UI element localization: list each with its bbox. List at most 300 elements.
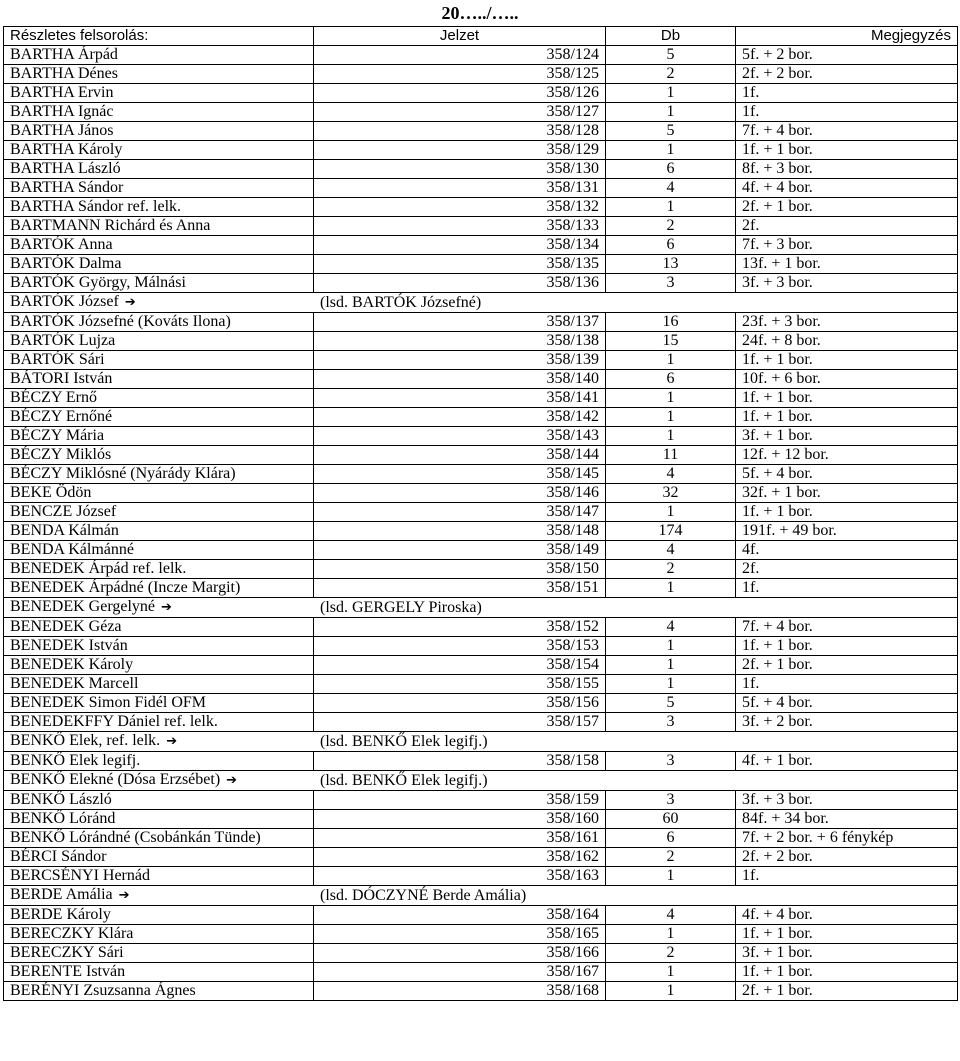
cross-reference-text: (lsd. DÓCZYNÉ Berde Amália) bbox=[320, 886, 527, 904]
person-name: BENEDEK Simon Fidél OFM bbox=[10, 694, 207, 711]
jelzet-cell: 358/139 bbox=[314, 351, 606, 370]
jelzet-cell: 358/140 bbox=[314, 370, 606, 389]
jelzet-cell: 358/138 bbox=[314, 332, 606, 351]
jelzet-cell: 358/141 bbox=[314, 389, 606, 408]
name-cell bbox=[4, 46, 314, 65]
person-name: BARTÓK Józsefné (Kováts Ilona) bbox=[10, 313, 231, 330]
db-cell: 4 bbox=[606, 541, 736, 560]
jelzet-cell: 358/124 bbox=[314, 46, 606, 65]
db-cell: 1 bbox=[606, 656, 736, 675]
person-name: BENEDEK Árpádné (Incze Margit) bbox=[10, 579, 241, 596]
megjegyzes-cell: 7f. + 4 bor. bbox=[736, 122, 958, 141]
person-name: BENEDEK Árpád ref. lelk. bbox=[10, 560, 187, 577]
table-row bbox=[4, 46, 958, 65]
person-name: BÉCZY Ernőné bbox=[10, 408, 113, 425]
name-cell bbox=[4, 293, 314, 313]
db-cell: 4 bbox=[606, 618, 736, 637]
name-cell bbox=[4, 351, 314, 370]
name-cell bbox=[4, 618, 314, 637]
person-name: BENKŐ Elek, ref. lelk. bbox=[10, 732, 161, 749]
table-row bbox=[4, 732, 958, 752]
megjegyzes-cell: 2f. + 1 bor. bbox=[736, 656, 958, 675]
table-row bbox=[4, 503, 958, 522]
megjegyzes-cell: 5f. + 2 bor. bbox=[736, 46, 958, 65]
table-row bbox=[4, 351, 958, 370]
person-name: BARTÓK József bbox=[10, 293, 119, 310]
name-cell bbox=[4, 732, 314, 752]
megjegyzes-cell: 3f. + 1 bor. bbox=[736, 427, 958, 446]
table-row bbox=[4, 791, 958, 810]
db-cell: 13 bbox=[606, 255, 736, 274]
person-name: BARTHA Ervin bbox=[10, 84, 114, 101]
db-cell: 3 bbox=[606, 752, 736, 771]
cross-reference-text: (lsd. BENKŐ Elek legifj.) bbox=[320, 732, 488, 750]
jelzet-cell: 358/144 bbox=[314, 446, 606, 465]
jelzet-cell: 358/143 bbox=[314, 427, 606, 446]
column-header-jelzet: Jelzet bbox=[314, 27, 606, 46]
person-name: BARTÓK György, Málnási bbox=[10, 274, 186, 291]
megjegyzes-cell: 1f. + 1 bor. bbox=[736, 141, 958, 160]
name-cell bbox=[4, 637, 314, 656]
name-cell bbox=[4, 332, 314, 351]
cross-reference-cell bbox=[314, 886, 958, 906]
table-row bbox=[4, 84, 958, 103]
db-cell: 4 bbox=[606, 906, 736, 925]
person-name: BERDE Amália bbox=[10, 886, 113, 903]
name-cell bbox=[4, 522, 314, 541]
jelzet-cell: 358/152 bbox=[314, 618, 606, 637]
megjegyzes-cell: 1f. + 1 bor. bbox=[736, 408, 958, 427]
megjegyzes-cell: 2f. bbox=[736, 560, 958, 579]
person-name: BENEDEKFFY Dániel ref. lelk. bbox=[10, 713, 218, 730]
db-cell: 6 bbox=[606, 236, 736, 255]
name-cell bbox=[4, 179, 314, 198]
megjegyzes-cell: 1f. bbox=[736, 675, 958, 694]
megjegyzes-cell: 7f. + 3 bor. bbox=[736, 236, 958, 255]
name-cell bbox=[4, 255, 314, 274]
person-name: BÉCZY Mária bbox=[10, 427, 105, 444]
megjegyzes-cell: 4f. + 4 bor. bbox=[736, 906, 958, 925]
name-cell bbox=[4, 408, 314, 427]
table-row bbox=[4, 598, 958, 618]
db-cell: 1 bbox=[606, 675, 736, 694]
jelzet-cell: 358/132 bbox=[314, 198, 606, 217]
person-name: BARTÓK Anna bbox=[10, 236, 113, 253]
name-cell bbox=[4, 217, 314, 236]
person-name: BERECZKY Sári bbox=[10, 944, 124, 961]
megjegyzes-cell: 1f. bbox=[736, 579, 958, 598]
table-row bbox=[4, 122, 958, 141]
person-name: BERENTE István bbox=[10, 963, 126, 980]
person-name: BEKE Ödön bbox=[10, 484, 92, 501]
table-row bbox=[4, 848, 958, 867]
column-header-megjegyzes: Megjegyzés bbox=[736, 27, 958, 46]
cross-reference-text: (lsd. GERGELY Piroska) bbox=[320, 598, 482, 616]
person-name: BÉCZY Miklós bbox=[10, 446, 112, 463]
person-name: BARTHA Sándor bbox=[10, 179, 124, 196]
jelzet-cell: 358/147 bbox=[314, 503, 606, 522]
megjegyzes-cell: 2f. + 1 bor. bbox=[736, 982, 958, 1001]
db-cell: 6 bbox=[606, 829, 736, 848]
table-row bbox=[4, 810, 958, 829]
jelzet-cell: 358/161 bbox=[314, 829, 606, 848]
megjegyzes-cell: 1f. + 1 bor. bbox=[736, 963, 958, 982]
person-name: BENDA Kálmánné bbox=[10, 541, 134, 558]
table-row bbox=[4, 579, 958, 598]
name-cell bbox=[4, 141, 314, 160]
table-row bbox=[4, 925, 958, 944]
megjegyzes-cell: 23f. + 3 bor. bbox=[736, 313, 958, 332]
megjegyzes-cell: 1f. + 1 bor. bbox=[736, 503, 958, 522]
cross-reference-text: (lsd. BARTÓK Józsefné) bbox=[320, 293, 482, 311]
person-name: BERÉNYI Zsuzsanna Ágnes bbox=[10, 982, 196, 999]
db-cell: 1 bbox=[606, 982, 736, 1001]
table-row bbox=[4, 427, 958, 446]
db-cell: 4 bbox=[606, 465, 736, 484]
table-row bbox=[4, 560, 958, 579]
megjegyzes-cell: 4f. + 1 bor. bbox=[736, 752, 958, 771]
person-name: BENKŐ Elek legifj. bbox=[10, 752, 141, 769]
megjegyzes-cell: 5f. + 4 bor. bbox=[736, 465, 958, 484]
table-row bbox=[4, 484, 958, 503]
cross-reference-text: (lsd. BENKŐ Elek legifj.) bbox=[320, 771, 488, 789]
db-cell: 1 bbox=[606, 141, 736, 160]
cross-reference-cell bbox=[314, 732, 958, 752]
table-row bbox=[4, 389, 958, 408]
table-row bbox=[4, 713, 958, 732]
db-cell: 1 bbox=[606, 637, 736, 656]
megjegyzes-cell: 191f. + 49 bor. bbox=[736, 522, 958, 541]
db-cell: 3 bbox=[606, 791, 736, 810]
jelzet-cell: 358/127 bbox=[314, 103, 606, 122]
table-row bbox=[4, 408, 958, 427]
person-name: BARTHA János bbox=[10, 122, 114, 139]
cross-reference-cell bbox=[314, 771, 958, 791]
jelzet-cell: 358/156 bbox=[314, 694, 606, 713]
table-row bbox=[4, 867, 958, 886]
table-row bbox=[4, 160, 958, 179]
name-cell bbox=[4, 694, 314, 713]
table-row bbox=[4, 255, 958, 274]
megjegyzes-cell: 10f. + 6 bor. bbox=[736, 370, 958, 389]
name-cell bbox=[4, 810, 314, 829]
jelzet-cell: 358/126 bbox=[314, 84, 606, 103]
person-name: BÉCZY Ernő bbox=[10, 389, 97, 406]
column-header-db: Db bbox=[606, 27, 736, 46]
name-cell bbox=[4, 427, 314, 446]
person-name: BENEDEK Géza bbox=[10, 618, 122, 635]
db-cell: 1 bbox=[606, 198, 736, 217]
table-row bbox=[4, 236, 958, 255]
megjegyzes-cell: 1f. bbox=[736, 103, 958, 122]
db-cell: 6 bbox=[606, 370, 736, 389]
jelzet-cell: 358/142 bbox=[314, 408, 606, 427]
person-name: BERCSÉNYI Hernád bbox=[10, 867, 150, 884]
cross-reference-cell bbox=[314, 293, 958, 313]
megjegyzes-cell: 2f. bbox=[736, 217, 958, 236]
arrow-right-icon: ➔ bbox=[161, 600, 172, 615]
name-cell bbox=[4, 484, 314, 503]
megjegyzes-cell: 5f. + 4 bor. bbox=[736, 694, 958, 713]
name-cell bbox=[4, 791, 314, 810]
table-row bbox=[4, 656, 958, 675]
person-name: BARTÓK Sári bbox=[10, 351, 105, 368]
jelzet-cell: 358/157 bbox=[314, 713, 606, 732]
person-name: BENKŐ Elekné (Dósa Erzsébet) bbox=[10, 771, 221, 788]
jelzet-cell: 358/145 bbox=[314, 465, 606, 484]
table-row bbox=[4, 829, 958, 848]
table-row bbox=[4, 675, 958, 694]
table-row bbox=[4, 886, 958, 906]
jelzet-cell: 358/133 bbox=[314, 217, 606, 236]
table-row bbox=[4, 179, 958, 198]
db-cell: 2 bbox=[606, 217, 736, 236]
megjegyzes-cell: 3f. + 3 bor. bbox=[736, 791, 958, 810]
db-cell: 1 bbox=[606, 925, 736, 944]
person-name: BARTHA Ignác bbox=[10, 103, 114, 120]
name-cell bbox=[4, 503, 314, 522]
db-cell: 11 bbox=[606, 446, 736, 465]
name-cell bbox=[4, 389, 314, 408]
table-body bbox=[4, 46, 958, 1001]
table-row bbox=[4, 541, 958, 560]
table-row bbox=[4, 618, 958, 637]
megjegyzes-cell: 3f. + 2 bor. bbox=[736, 713, 958, 732]
name-cell bbox=[4, 598, 314, 618]
person-name: BARTHA László bbox=[10, 160, 121, 177]
name-cell bbox=[4, 963, 314, 982]
jelzet-cell: 358/135 bbox=[314, 255, 606, 274]
column-header-name: Részletes felsorolás: bbox=[4, 27, 314, 46]
megjegyzes-cell: 12f. + 12 bor. bbox=[736, 446, 958, 465]
person-name: BENKŐ Lórándné (Csobánkán Tünde) bbox=[10, 829, 261, 846]
megjegyzes-cell: 3f. + 3 bor. bbox=[736, 274, 958, 293]
name-cell bbox=[4, 198, 314, 217]
jelzet-cell: 358/153 bbox=[314, 637, 606, 656]
name-cell bbox=[4, 160, 314, 179]
person-name: BENEDEK István bbox=[10, 637, 128, 654]
megjegyzes-cell: 84f. + 34 bor. bbox=[736, 810, 958, 829]
megjegyzes-cell: 7f. + 4 bor. bbox=[736, 618, 958, 637]
db-cell: 16 bbox=[606, 313, 736, 332]
person-name: BENCZE József bbox=[10, 503, 117, 520]
megjegyzes-cell: 4f. + 4 bor. bbox=[736, 179, 958, 198]
db-cell: 1 bbox=[606, 408, 736, 427]
arrow-right-icon: ➔ bbox=[124, 295, 136, 310]
name-cell bbox=[4, 848, 314, 867]
megjegyzes-cell: 13f. + 1 bor. bbox=[736, 255, 958, 274]
person-name: BÉRCI Sándor bbox=[10, 848, 107, 865]
table-row bbox=[4, 963, 958, 982]
name-cell bbox=[4, 713, 314, 732]
person-name: BENEDEK Gergelyné bbox=[10, 598, 155, 615]
db-cell: 1 bbox=[606, 351, 736, 370]
cross-reference-cell bbox=[314, 598, 958, 618]
jelzet-cell: 358/160 bbox=[314, 810, 606, 829]
person-name: BENKŐ Lóránd bbox=[10, 810, 116, 827]
table-row bbox=[4, 198, 958, 217]
name-cell bbox=[4, 886, 314, 906]
table-row bbox=[4, 522, 958, 541]
jelzet-cell: 358/168 bbox=[314, 982, 606, 1001]
megjegyzes-cell: 1f. bbox=[736, 84, 958, 103]
name-cell bbox=[4, 370, 314, 389]
table-row bbox=[4, 293, 958, 313]
table-row bbox=[4, 141, 958, 160]
name-cell bbox=[4, 867, 314, 886]
jelzet-cell: 358/149 bbox=[314, 541, 606, 560]
person-name: BARTMANN Richárd és Anna bbox=[10, 217, 211, 234]
name-cell bbox=[4, 465, 314, 484]
jelzet-cell: 358/158 bbox=[314, 752, 606, 771]
date-header: 20…../….. bbox=[441, 3, 519, 23]
person-name: BERDE Károly bbox=[10, 906, 111, 923]
person-name: BENEDEK Károly bbox=[10, 656, 134, 673]
db-cell: 5 bbox=[606, 46, 736, 65]
name-cell bbox=[4, 925, 314, 944]
name-cell bbox=[4, 579, 314, 598]
table-row bbox=[4, 65, 958, 84]
jelzet-cell: 358/150 bbox=[314, 560, 606, 579]
jelzet-cell: 358/134 bbox=[314, 236, 606, 255]
megjegyzes-cell: 7f. + 2 bor. + 6 fénykép bbox=[736, 829, 958, 848]
db-cell: 4 bbox=[606, 179, 736, 198]
db-cell: 2 bbox=[606, 65, 736, 84]
megjegyzes-cell: 4f. bbox=[736, 541, 958, 560]
person-name: BARTHA Sándor ref. lelk. bbox=[10, 198, 182, 215]
person-name: BÉCZY Miklósné (Nyárády Klára) bbox=[10, 465, 236, 482]
db-cell: 1 bbox=[606, 427, 736, 446]
table-row bbox=[4, 694, 958, 713]
jelzet-cell: 358/131 bbox=[314, 179, 606, 198]
jelzet-cell: 358/146 bbox=[314, 484, 606, 503]
table-row bbox=[4, 771, 958, 791]
jelzet-cell: 358/148 bbox=[314, 522, 606, 541]
table-row bbox=[4, 465, 958, 484]
db-cell: 1 bbox=[606, 963, 736, 982]
db-cell: 5 bbox=[606, 122, 736, 141]
name-cell bbox=[4, 829, 314, 848]
person-name: BARTHA Dénes bbox=[10, 65, 118, 82]
megjegyzes-cell: 1f. + 1 bor. bbox=[736, 925, 958, 944]
jelzet-cell: 358/155 bbox=[314, 675, 606, 694]
jelzet-cell: 358/128 bbox=[314, 122, 606, 141]
db-cell: 1 bbox=[606, 84, 736, 103]
header-row bbox=[4, 27, 958, 46]
arrow-right-icon: ➔ bbox=[166, 734, 178, 749]
jelzet-cell: 358/166 bbox=[314, 944, 606, 963]
name-cell bbox=[4, 313, 314, 332]
name-cell bbox=[4, 103, 314, 122]
jelzet-cell: 358/130 bbox=[314, 160, 606, 179]
name-cell bbox=[4, 446, 314, 465]
name-cell bbox=[4, 84, 314, 103]
inventory-table bbox=[3, 26, 958, 1001]
db-cell: 1 bbox=[606, 503, 736, 522]
db-cell: 1 bbox=[606, 389, 736, 408]
db-cell: 1 bbox=[606, 867, 736, 886]
jelzet-cell: 358/165 bbox=[314, 925, 606, 944]
megjegyzes-cell: 1f. + 1 bor. bbox=[736, 389, 958, 408]
jelzet-cell: 358/164 bbox=[314, 906, 606, 925]
table-row bbox=[4, 370, 958, 389]
table-row bbox=[4, 274, 958, 293]
arrow-right-icon: ➔ bbox=[118, 888, 130, 903]
name-cell bbox=[4, 541, 314, 560]
person-name: BÁTORI István bbox=[10, 370, 113, 387]
db-cell: 1 bbox=[606, 103, 736, 122]
megjegyzes-cell: 1f. bbox=[736, 867, 958, 886]
db-cell: 2 bbox=[606, 944, 736, 963]
megjegyzes-cell: 2f. + 2 bor. bbox=[736, 65, 958, 84]
person-name: BARTHA Károly bbox=[10, 141, 123, 158]
db-cell: 15 bbox=[606, 332, 736, 351]
name-cell bbox=[4, 906, 314, 925]
name-cell bbox=[4, 752, 314, 771]
db-cell: 32 bbox=[606, 484, 736, 503]
person-name: BENKŐ László bbox=[10, 791, 112, 808]
table-row bbox=[4, 944, 958, 963]
arrow-right-icon: ➔ bbox=[226, 773, 238, 788]
jelzet-cell: 358/162 bbox=[314, 848, 606, 867]
table-row bbox=[4, 103, 958, 122]
megjegyzes-cell: 1f. + 1 bor. bbox=[736, 637, 958, 656]
name-cell bbox=[4, 656, 314, 675]
db-cell: 2 bbox=[606, 560, 736, 579]
db-cell: 5 bbox=[606, 694, 736, 713]
megjegyzes-cell: 24f. + 8 bor. bbox=[736, 332, 958, 351]
person-name: BARTÓK Lujza bbox=[10, 332, 116, 349]
db-cell: 60 bbox=[606, 810, 736, 829]
db-cell: 2 bbox=[606, 848, 736, 867]
megjegyzes-cell: 32f. + 1 bor. bbox=[736, 484, 958, 503]
jelzet-cell: 358/154 bbox=[314, 656, 606, 675]
megjegyzes-cell: 2f. + 1 bor. bbox=[736, 198, 958, 217]
name-cell bbox=[4, 560, 314, 579]
person-name: BENDA Kálmán bbox=[10, 522, 119, 539]
db-cell: 6 bbox=[606, 160, 736, 179]
jelzet-cell: 358/167 bbox=[314, 963, 606, 982]
jelzet-cell: 358/129 bbox=[314, 141, 606, 160]
person-name: BERECZKY Klára bbox=[10, 925, 134, 942]
jelzet-cell: 358/136 bbox=[314, 274, 606, 293]
name-cell bbox=[4, 236, 314, 255]
jelzet-cell: 358/151 bbox=[314, 579, 606, 598]
megjegyzes-cell: 3f. + 1 bor. bbox=[736, 944, 958, 963]
table-row bbox=[4, 446, 958, 465]
jelzet-cell: 358/163 bbox=[314, 867, 606, 886]
megjegyzes-cell: 1f. + 1 bor. bbox=[736, 351, 958, 370]
table-row bbox=[4, 982, 958, 1001]
name-cell bbox=[4, 65, 314, 84]
person-name: BENEDEK Marcell bbox=[10, 675, 139, 692]
db-cell: 3 bbox=[606, 274, 736, 293]
table-row bbox=[4, 313, 958, 332]
table-row bbox=[4, 217, 958, 236]
name-cell bbox=[4, 982, 314, 1001]
table-row bbox=[4, 637, 958, 656]
table-row bbox=[4, 332, 958, 351]
table-row bbox=[4, 906, 958, 925]
db-cell: 1 bbox=[606, 579, 736, 598]
name-cell bbox=[4, 274, 314, 293]
jelzet-cell: 358/137 bbox=[314, 313, 606, 332]
name-cell bbox=[4, 675, 314, 694]
table-row bbox=[4, 752, 958, 771]
megjegyzes-cell: 2f. + 2 bor. bbox=[736, 848, 958, 867]
jelzet-cell: 358/125 bbox=[314, 65, 606, 84]
jelzet-cell: 358/159 bbox=[314, 791, 606, 810]
